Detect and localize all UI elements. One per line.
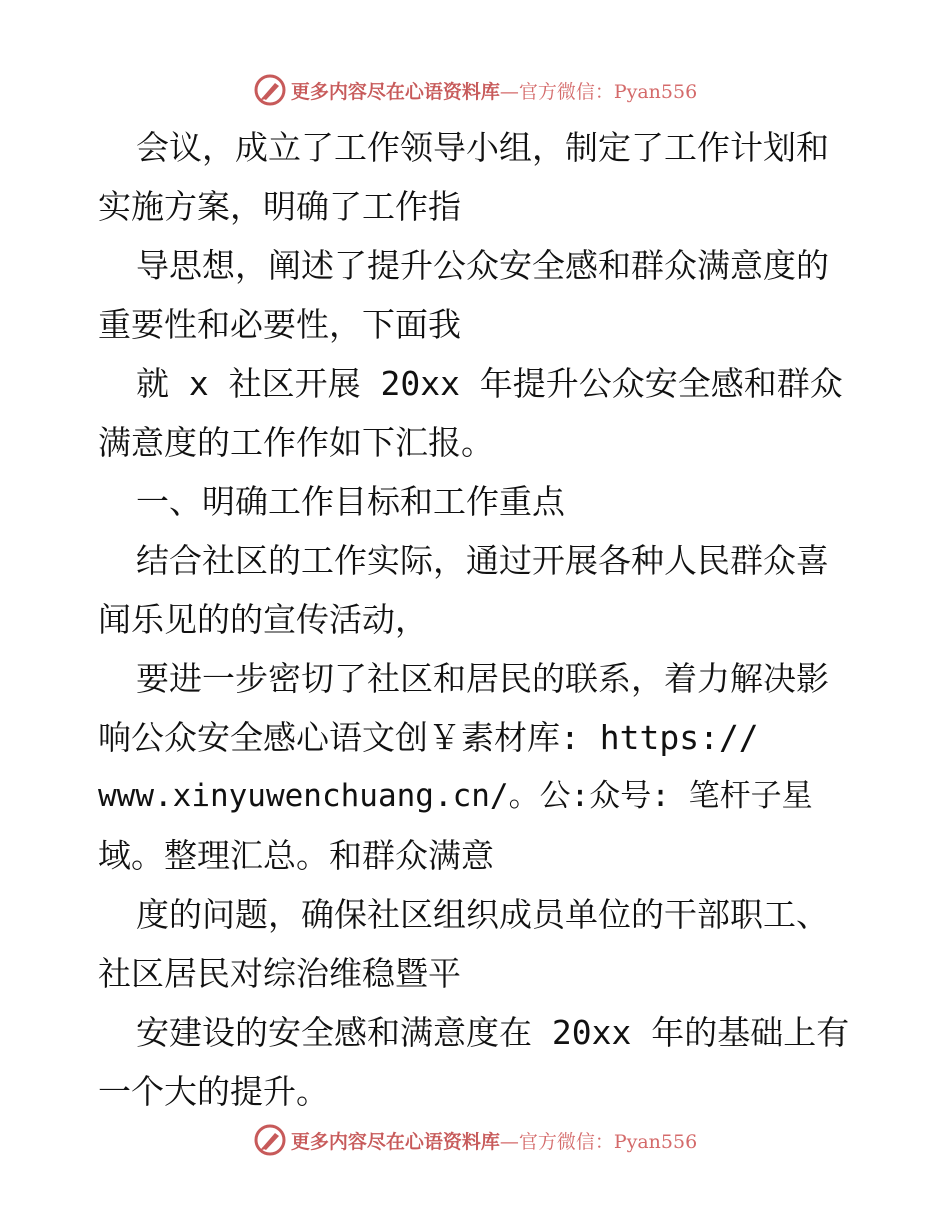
- text-line: 导思想，阐述了提升公众安全感和群众满意度的: [136, 246, 829, 285]
- pen-circle-icon: [253, 1123, 287, 1157]
- watermark-banner-top: [0, 70, 950, 110]
- text-line: 一个大的提升。: [98, 1072, 329, 1111]
- text-line: 重要性和必要性，下面我: [98, 305, 461, 344]
- text-line: 要进一步密切了社区和居民的联系，着力解决影: [136, 659, 829, 698]
- text-line: 结合社区的工作实际，通过开展各种人民群众喜: [136, 541, 829, 580]
- text-line: 实施方案，明确了工作指: [98, 187, 461, 226]
- text-line: 社区居民对综治维稳暨平: [98, 954, 461, 993]
- watermark-banner-bottom: [0, 1120, 950, 1160]
- section-heading: 一、明确工作目标和工作重点: [136, 482, 565, 521]
- text-line: 安建设的安全感和满意度在 20xx 年的基础上有: [136, 1013, 850, 1052]
- text-line: 就 x 社区开展 20xx 年提升公众安全感和群众: [136, 364, 843, 403]
- text-line: 响公众安全感心语文创￥素材库: https://: [98, 718, 759, 757]
- pen-circle-icon: [253, 73, 287, 107]
- watermark-line2: 官方微信：Pyan556: [518, 80, 698, 103]
- text-line: 度的问题，确保社区组织成员单位的干部职工、: [136, 895, 829, 934]
- watermark-line1: 更多内容尽在心语资料库: [290, 1130, 500, 1153]
- watermark-dash: —: [499, 80, 519, 103]
- text-line: 域。整理汇总。和群众满意: [98, 836, 494, 875]
- watermark-dash: —: [499, 1130, 519, 1153]
- text-line: 会议，成立了工作领导小组，制定了工作计划和: [136, 128, 829, 167]
- text-line: 满意度的工作作如下汇报。: [98, 423, 494, 462]
- text-line: 闻乐见的的宣传活动，: [98, 600, 428, 639]
- watermark-line2: 官方微信：Pyan556: [518, 1130, 698, 1153]
- text-line: www.xinyuwenchuang.cn/。公:众号: 笔杆子星: [98, 778, 813, 814]
- document-body: [98, 118, 858, 1121]
- watermark-line1: 更多内容尽在心语资料库: [290, 80, 500, 103]
